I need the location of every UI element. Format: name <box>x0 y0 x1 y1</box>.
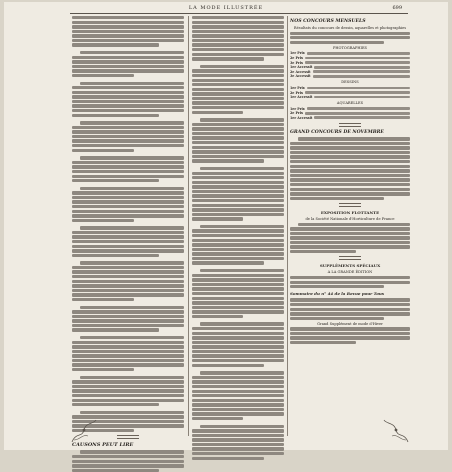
sommaire-heading: Sommaire du n° 44 de la Revue pour Tous <box>290 291 385 297</box>
prize-row: 1er Prix <box>290 86 410 91</box>
grand-concours-heading: GRAND CONCOURS DE NOVEMBRE <box>290 130 384 136</box>
prize-row: 1er Accessit <box>290 116 410 121</box>
page-number: 699 <box>392 5 402 11</box>
column-divider <box>287 16 288 436</box>
document-page <box>4 2 448 450</box>
exposition-heading: EXPOSITION FLOTTANTE <box>320 210 380 216</box>
prize-row: 2e Prix <box>290 111 410 116</box>
photographies-subheading: PHOTOGRAPHIES <box>332 45 368 50</box>
section-ornament <box>117 435 139 439</box>
running-title: LA MODE ILLUSTRÉE <box>188 5 264 11</box>
grand-supplement-heading: Grand Supplément de mode d'Hiver <box>317 321 383 326</box>
concours-heading: NOS CONCOURS MENSUELS <box>290 19 366 24</box>
column-1 <box>72 16 184 449</box>
column-2 <box>192 16 284 442</box>
prize-row: 1er Accessit <box>290 95 410 100</box>
section-heading: CAUSONS PEUT LIRE <box>72 442 134 449</box>
concours-subheading: Résultats du concours de dessin, aquarelles et photographies <box>293 26 407 30</box>
section-ornament <box>339 123 361 127</box>
dessins-subheading: DESSINS <box>341 80 359 85</box>
exposition-subheading: de la Société Nationale d'Horticulture de France <box>305 217 395 222</box>
column-3 <box>290 16 410 442</box>
prize-row: 3e Accessit <box>290 74 410 79</box>
corner-ornament-icon <box>70 418 100 444</box>
aquarelles-subheading: AQUARELLES <box>336 100 364 105</box>
prize-row: 2e Prix <box>290 90 410 95</box>
supplements-heading: SUPPLÉMENTS SPÉCIAUX <box>319 263 381 269</box>
supplements-subheading: A LA GRANDE ÉDITION <box>327 270 373 275</box>
section-ornament <box>339 256 361 260</box>
prize-row: 1er Prix <box>290 51 410 56</box>
prize-row: 2e Accessit <box>290 69 410 74</box>
prize-row: 2e Prix <box>290 56 410 61</box>
section-ornament <box>339 203 361 207</box>
corner-ornament-icon <box>380 418 410 444</box>
prize-row: 1er Accessit <box>290 65 410 70</box>
column-divider <box>188 16 189 436</box>
header-rule <box>70 13 408 14</box>
prize-row: 3e Prix <box>290 60 410 65</box>
prize-row: 1er Prix <box>290 106 410 111</box>
